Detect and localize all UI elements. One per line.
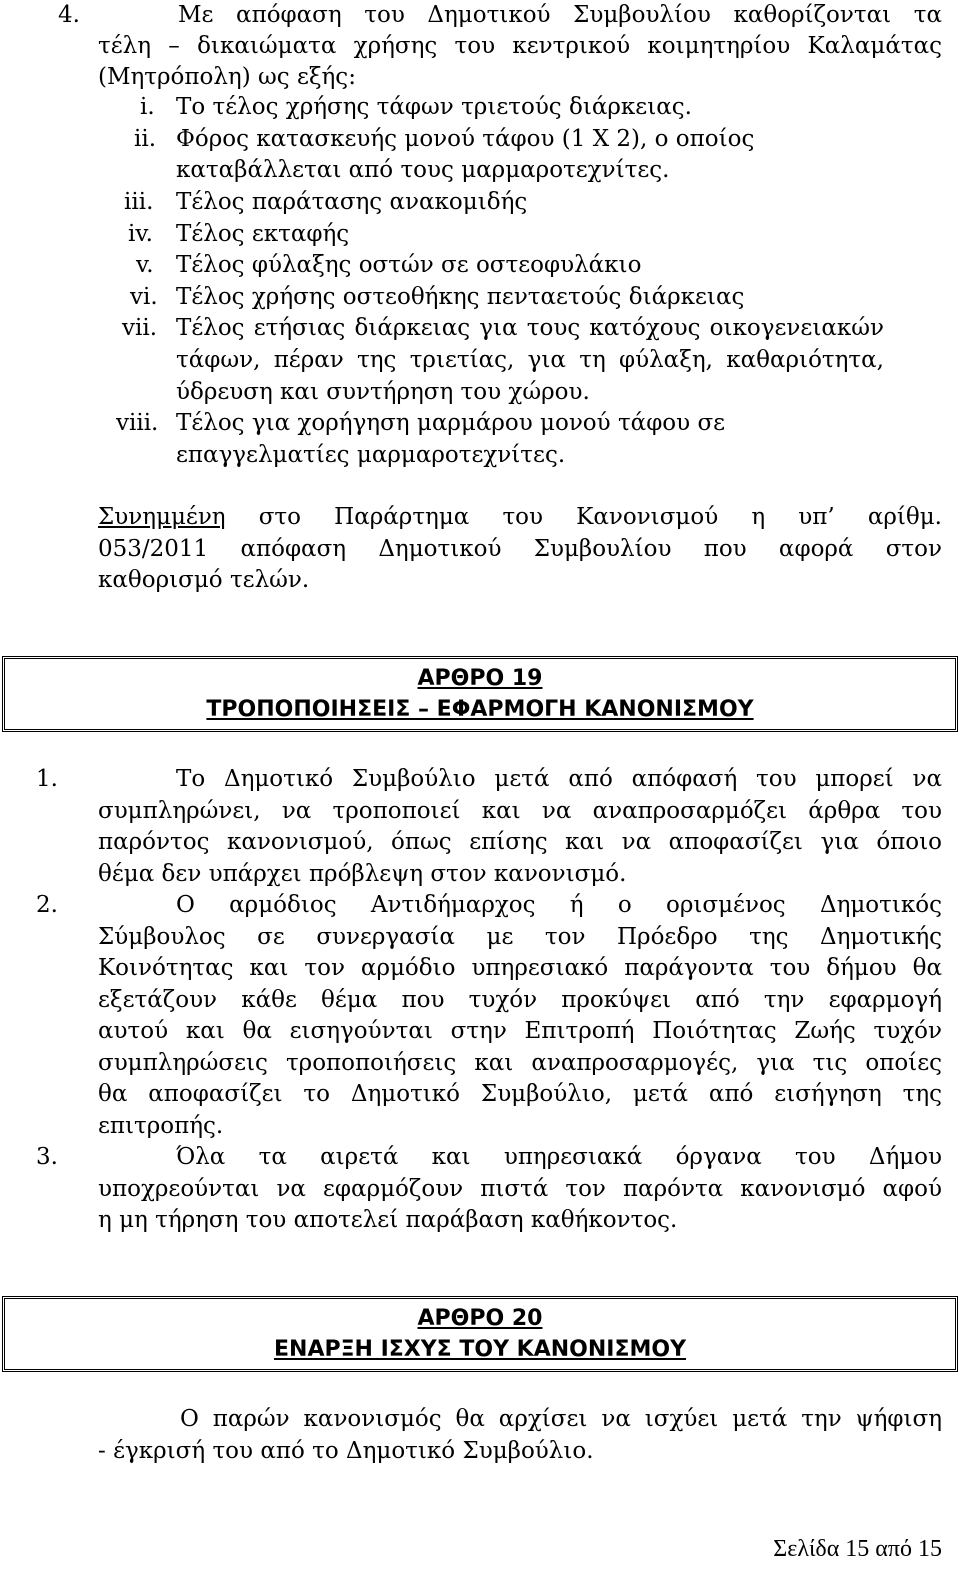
subitem-text: Τέλος εκταφής [176, 221, 350, 247]
paragraph-number: 3. [36, 1144, 58, 1170]
subitem-text: Τέλος για χορήγηση μαρμάρου μονού τάφου σε [176, 410, 726, 436]
subitem-number: vi. [130, 284, 158, 310]
subitem-number: iv. [128, 221, 153, 247]
paragraph-line: αυτού και θα εισηγούνται στην Επιτροπή Ποιότητας Ζωής τυχόν [98, 1018, 942, 1044]
subitem-text: Φόρος κατασκευής μονού τάφου (1 Χ 2), ο οποίος [176, 126, 755, 152]
item-text-line: (Μητρόπολη) ως εξής: [98, 64, 356, 90]
paragraph-line: θέμα δεν υπάρχει πρόβλεψη στον κανονισμό. [98, 861, 627, 887]
subitem-text: καταβάλλεται από τους μαρμαροτεχνίτες. [176, 157, 670, 183]
paragraph-number: 2. [36, 892, 58, 918]
article-19-header-box [2, 656, 958, 732]
paragraph-line: συμπληρώσεις τροποποιήσεις και αναπροσαρμογές, για τις οποίες [98, 1050, 942, 1076]
subitem-text: επαγγελματίες μαρμαροτεχνίτες. [176, 442, 566, 468]
paragraph-line: παρόντος κανονισμού, όπως επίσης και να αποφασίζει για όποιο [98, 829, 942, 855]
article-19-heading: ΑΡΘΡΟ 19 [417, 666, 543, 691]
subitem-text: Τέλος φύλαξης οστών σε οστεοφυλάκιο [176, 252, 642, 278]
paragraph-line: επιτροπής. [98, 1113, 224, 1139]
paragraph-line: θα αποφασίζει το Δημοτικό Συμβούλιο, μετά από εισήγηση της [98, 1081, 942, 1107]
paragraph-line: Το Δημοτικό Συμβούλιο μετά από απόφασή του μπορεί να [176, 766, 942, 792]
subitem-text: τάφων, πέραν της τριετίας, για τη φύλαξη, καθαριότητα, [176, 347, 884, 373]
subitem-text: Τέλος ετήσιας διάρκειας για τους κατόχους οικογενειακών [176, 315, 884, 341]
paragraph-line: Κοινότητας και τον αρμόδιο υπηρεσιακό παράγοντα του δήμου θα [98, 955, 942, 981]
attached-paragraph-line: 053/2011 απόφαση Δημοτικού Συμβουλίου που αφορά στον [98, 536, 942, 562]
paragraph-line: Ο αρμόδιος Αντιδήμαρχος ή ο ορισμένος Δημοτικός [176, 892, 942, 918]
item-text-line: τέλη – δικαιώματα χρήσης του κεντρικού κοιμητηρίου Καλαμάτας [98, 33, 942, 59]
attached-underlined-word: Συνημμένη [98, 504, 226, 530]
paragraph-line: Όλα τα αιρετά και υπηρεσιακά όργανα του Δήμου [176, 1144, 942, 1170]
subitem-number: i. [140, 94, 155, 120]
paragraph-line: Σύμβουλος σε συνεργασία με τον Πρόεδρο της Δημοτικής [98, 924, 942, 950]
subitem-text: Τέλος παράτασης ανακομιδής [176, 189, 528, 215]
subitem-number: iii. [124, 189, 154, 215]
paragraph-line: υποχρεούνται να εφαρμόζουν πιστά τον παρόντα κανονισμό αφού [98, 1176, 942, 1202]
paragraph-line: συμπληρώνει, να τροποποιεί και να αναπροσαρμόζει άρθρα του [98, 798, 942, 824]
article-20-line: - έγκρισή του από το Δημοτικό Συμβούλιο. [98, 1438, 594, 1464]
subitem-text: ύδρευση και συντήρηση του χώρου. [176, 379, 590, 405]
article-19-subheading: ΤΡΟΠΟΠΟΙΗΣΕΙΣ – ΕΦΑΡΜΟΓΗ ΚΑΝΟΝΙΣΜΟΥ [206, 697, 754, 722]
article-20-line: Ο παρών κανονισμός θα αρχίσει να ισχύει μετά την ψήφιση [180, 1406, 942, 1432]
attached-paragraph-line: καθορισμό τελών. [98, 567, 310, 593]
subitem-text: Τέλος χρήσης οστεοθήκης πενταετούς διάρκειας [176, 284, 745, 310]
attached-paragraph-line [98, 502, 942, 534]
item-number: 4. [58, 2, 80, 28]
subitem-number: vii. [122, 315, 158, 341]
subitem-text: Το τέλος χρήσης τάφων τριετούς διάρκειας. [176, 94, 692, 120]
subitem-number: viii. [116, 410, 159, 436]
subitem-number: v. [136, 252, 154, 278]
article-20-subheading: ΕΝΑΡΞΗ ΙΣΧΥΣ ΤΟΥ ΚΑΝΟΝΙΣΜΟΥ [274, 1337, 686, 1362]
item-text-line: Με απόφαση του Δημοτικού Συμβουλίου καθορίζονται τα [178, 2, 942, 28]
paragraph-line: εξετάζουν κάθε θέμα που τυχόν προκύψει από την εφαρμογή [98, 987, 942, 1013]
attached-line1-rest: στο Παράρτημα του Κανονισμού η υπ’ αρίθμ. [258, 504, 942, 530]
page-number-footer: Σελίδα 15 από 15 [773, 1536, 942, 1562]
article-20-heading: ΑΡΘΡΟ 20 [417, 1306, 543, 1331]
article-20-header-box [2, 1296, 958, 1372]
paragraph-number: 1. [36, 766, 58, 792]
paragraph-line: η μη τήρηση του αποτελεί παράβαση καθήκοντος. [98, 1207, 678, 1233]
subitem-number: ii. [134, 126, 157, 152]
